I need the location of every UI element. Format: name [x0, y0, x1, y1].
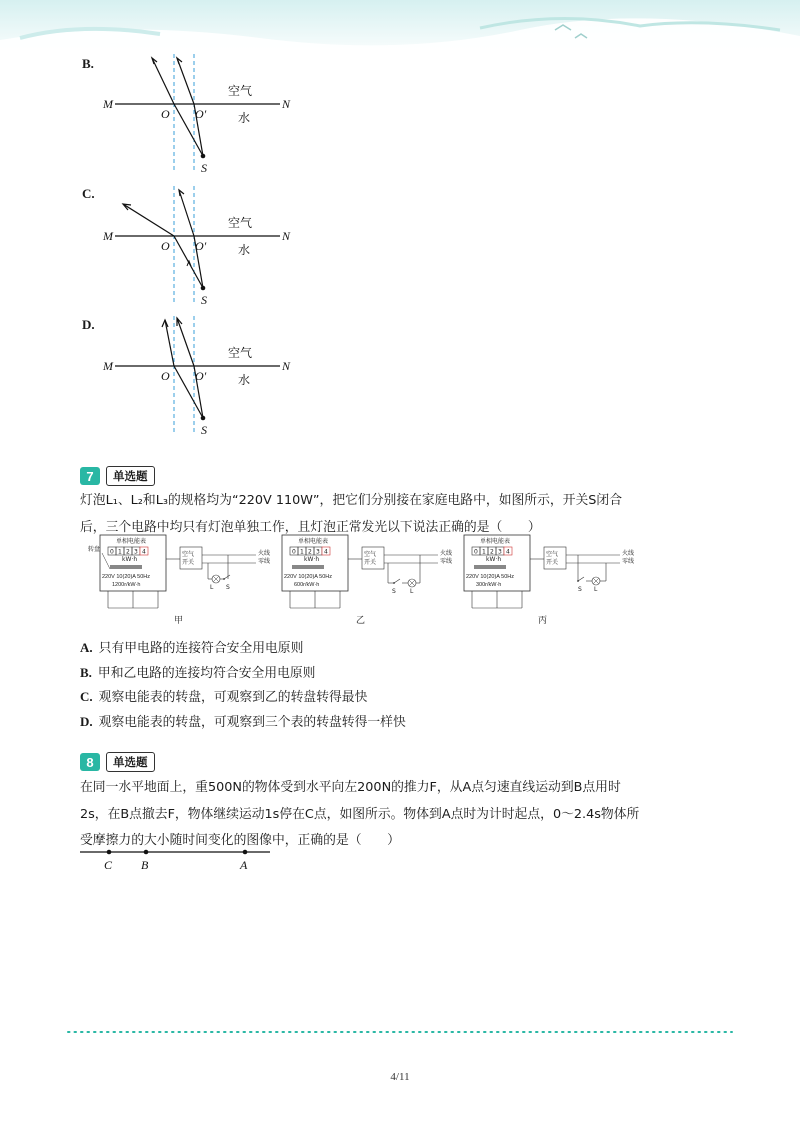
svg-text:kW·h: kW·h: [486, 556, 502, 563]
circuit-diagram-jia: [88, 533, 271, 626]
svg-text:0: 0: [292, 548, 296, 556]
svg-text:3: 3: [316, 548, 320, 556]
svg-text:3: 3: [498, 548, 502, 556]
option-letter: B.: [80, 665, 92, 680]
svg-text:1: 1: [482, 548, 486, 556]
option-letter: C.: [80, 689, 93, 704]
label-s: S: [201, 161, 207, 175]
footer-divider: [68, 1030, 732, 1034]
point-c-label: C: [104, 858, 113, 872]
circuit-label-bing: 丙: [538, 616, 548, 626]
question-type: 单选题: [106, 466, 155, 486]
label-n: N: [282, 359, 291, 373]
svg-text:单相电能表: 单相电能表: [480, 538, 511, 545]
circuit-label-yi: 乙: [356, 616, 366, 626]
svg-text:300r/kW·h: 300r/kW·h: [476, 582, 502, 588]
label-s: S: [201, 423, 207, 437]
q7-option-a[interactable]: [80, 637, 303, 656]
svg-text:空气: 空气: [546, 551, 559, 558]
svg-text:零线: 零线: [258, 558, 271, 565]
svg-text:600r/kW·h: 600r/kW·h: [294, 582, 320, 588]
label-o-prime: O′: [195, 107, 207, 121]
label-m: M: [103, 359, 113, 373]
svg-text:火线: 火线: [258, 550, 271, 557]
svg-text:零线: 零线: [440, 558, 453, 565]
option-d-letter: D.: [82, 317, 95, 332]
option-text: 甲和乙电路的连接均符合安全用电原则: [97, 666, 316, 681]
svg-text:S: S: [226, 584, 230, 591]
svg-text:单相电能表: 单相电能表: [116, 538, 147, 545]
option-text: 观察电能表的转盘，可观察到乙的转盘转得最快: [98, 690, 368, 705]
point-a-label: A: [240, 858, 248, 872]
q7-option-c[interactable]: [80, 686, 367, 705]
refraction-diagram-d: [95, 314, 305, 439]
question-8-header: [80, 752, 155, 772]
label-o: O: [161, 369, 170, 383]
refraction-diagram-b: [95, 52, 305, 177]
svg-text:开关: 开关: [546, 559, 559, 566]
svg-text:L: L: [210, 584, 214, 591]
label-o: O: [161, 107, 170, 121]
q7-option-d[interactable]: [80, 711, 406, 730]
question-8-stem-line2: 2s，在B点撤去F，物体继续运动1s停在C点，如图所示。物体到A点时为计时起点，0～2.4s物体所: [80, 807, 640, 822]
option-letter: A.: [80, 640, 93, 655]
svg-text:S: S: [392, 588, 396, 595]
svg-text:单相电能表: 单相电能表: [298, 538, 329, 545]
svg-text:220V 10(20)A 50Hz: 220V 10(20)A 50Hz: [466, 574, 515, 580]
question-8-stem-line3: 受摩擦力的大小随时间变化的图像中，正确的是（ ）: [80, 833, 400, 848]
point-b-label: B: [141, 858, 149, 872]
svg-text:2: 2: [308, 548, 312, 556]
refraction-diagram-c: [95, 184, 305, 309]
label-s: S: [201, 293, 207, 307]
svg-text:S: S: [578, 586, 582, 593]
circuit-diagram-yi: [270, 533, 453, 626]
question-type: 单选题: [106, 752, 155, 772]
question-number: 8: [80, 753, 100, 771]
label-n: N: [282, 97, 291, 111]
option-letter: D.: [80, 714, 93, 729]
label-m: M: [103, 229, 113, 243]
ground-line-diagram: [80, 846, 280, 876]
svg-text:开关: 开关: [182, 559, 195, 566]
svg-text:3: 3: [134, 548, 138, 556]
label-water: 水: [238, 373, 251, 387]
svg-text:220V 10(20)A 50Hz: 220V 10(20)A 50Hz: [284, 574, 333, 580]
svg-text:kW·h: kW·h: [304, 556, 320, 563]
svg-text:空气: 空气: [364, 551, 377, 558]
svg-text:2: 2: [490, 548, 494, 556]
svg-text:1: 1: [300, 548, 304, 556]
option-c-letter: C.: [82, 186, 95, 201]
q7-option-b[interactable]: [80, 662, 315, 681]
page-number: 4/11: [390, 1071, 410, 1083]
svg-text:转盘: 转盘: [88, 546, 101, 553]
svg-text:火线: 火线: [440, 550, 453, 557]
circuit-diagram-bing: [452, 533, 635, 626]
question-8-stem-line1: 在同一水平地面上，重500N的物体受到水平向左200N的推力F，从A点匀速直线运动到B点用时: [80, 780, 621, 795]
svg-text:零线: 零线: [622, 558, 635, 565]
svg-text:4: 4: [324, 548, 328, 556]
circuit-label-jia: 甲: [174, 616, 184, 626]
label-water: 水: [238, 111, 251, 125]
svg-text:开关: 开关: [364, 559, 377, 566]
label-m: M: [103, 97, 113, 111]
svg-text:1: 1: [118, 548, 122, 556]
header-decoration: [0, 0, 800, 60]
label-air: 空气: [228, 84, 253, 98]
question-7-header: [80, 466, 155, 486]
svg-text:kW·h: kW·h: [122, 556, 138, 563]
label-o-prime: O′: [195, 239, 207, 253]
label-n: N: [282, 229, 291, 243]
option-text: 观察电能表的转盘，可观察到三个表的转盘转得一样快: [98, 715, 406, 730]
svg-text:220V 10(20)A 50Hz: 220V 10(20)A 50Hz: [102, 574, 151, 580]
svg-text:4: 4: [506, 548, 510, 556]
svg-text:空气: 空气: [182, 551, 195, 558]
svg-text:0: 0: [474, 548, 478, 556]
svg-text:火线: 火线: [622, 550, 635, 557]
label-air: 空气: [228, 346, 253, 360]
svg-text:4: 4: [142, 548, 146, 556]
svg-text:0: 0: [110, 548, 114, 556]
svg-text:2: 2: [126, 548, 130, 556]
label-o: O: [161, 239, 170, 253]
svg-text:L: L: [410, 588, 414, 595]
question-7-stem-line1: 灯泡L₁、L₂和L₃的规格均为“220V 110W”，把它们分别接在家庭电路中，如图所示，开关S闭合: [80, 493, 622, 508]
svg-text:L: L: [594, 586, 598, 593]
option-text: 只有甲电路的连接符合安全用电原则: [98, 641, 304, 656]
label-air: 空气: [228, 216, 253, 230]
option-b-letter: B.: [82, 56, 94, 71]
svg-text:1200r/kW·h: 1200r/kW·h: [112, 582, 141, 588]
label-water: 水: [238, 243, 251, 257]
label-o-prime: O′: [195, 369, 207, 383]
question-number: 7: [80, 467, 100, 485]
question-7-stem-line2: 后，三个电路中均只有灯泡单独工作，且灯泡正常发光以下说法正确的是（ ）: [80, 520, 541, 535]
